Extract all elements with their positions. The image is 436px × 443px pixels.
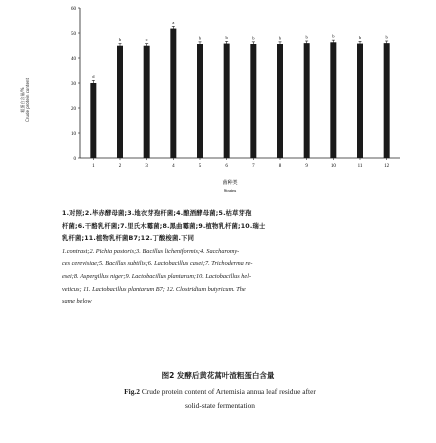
- y-axis-label: [14, 45, 36, 155]
- x-tick-label: 9: [305, 164, 308, 169]
- bar-chart: [0, 0, 436, 200]
- caption-en-line: esei;8. Aspergillus niger;9. Lactobacillus plantarum;10. Lactobacillus hel-: [62, 272, 252, 280]
- x-tick-label: 1: [92, 164, 95, 169]
- significance-letter: d: [92, 73, 95, 79]
- x-axis-label-cn: 菌种类: [222, 180, 238, 186]
- y-tick-label: 40: [71, 56, 76, 62]
- x-tick-label: 3: [145, 164, 148, 169]
- y-tick-label: 50: [71, 31, 76, 37]
- bar: [384, 43, 390, 158]
- figure-title-en: [60, 385, 380, 413]
- x-tick-label: 8: [278, 164, 282, 169]
- bar: [90, 83, 96, 158]
- bar: [170, 29, 176, 158]
- bar: [224, 44, 230, 158]
- bar: [304, 43, 310, 158]
- y-tick-label: 60: [71, 6, 76, 12]
- caption-en-line: ces cerevisiae;5. Bacillus subtilis;6. Lactobacillus casei;7. Trichoderma re-: [62, 260, 253, 268]
- caption-en-line: 1.contrast;2. Pichia pastoris;3. Bacillus licheniformis;4. Saccharomy-: [62, 247, 240, 255]
- y-tick-labels: [71, 7, 80, 162]
- bar: [277, 44, 283, 158]
- bar: [357, 44, 363, 158]
- significance-letter: b: [225, 34, 228, 40]
- significance-letter: b: [118, 37, 122, 43]
- x-tick-label: 5: [198, 164, 202, 169]
- x-axis-label-en: Strains: [223, 188, 237, 193]
- x-tick-label: 4: [172, 164, 175, 169]
- significance-letter: b: [385, 34, 388, 40]
- bar: [144, 46, 150, 158]
- bar: [197, 44, 203, 158]
- y-tick-label: 30: [71, 81, 76, 87]
- significance-letter: c: [145, 37, 148, 43]
- significance-letters: [92, 20, 388, 79]
- y-axis-label-cn: 粗蛋白含量/%: [20, 87, 25, 113]
- chart-bars: [90, 29, 389, 158]
- bar: [250, 44, 256, 158]
- significance-letter: a: [172, 19, 175, 25]
- x-tick-labels: [92, 158, 390, 169]
- x-tick-label: 7: [252, 164, 255, 169]
- caption-en-line: same below: [62, 298, 92, 306]
- significance-letter: b: [305, 34, 308, 40]
- bar: [117, 46, 123, 158]
- significance-letter: b: [332, 33, 335, 39]
- caption-cn-line: 乳杆菌;11.植物乳杆菌B7;12.丁酸梭菌.下同: [62, 235, 195, 243]
- figure-number: Fig.2: [124, 387, 140, 396]
- bar: [330, 42, 336, 158]
- figure-title-en-line2: solid-state fermentation: [185, 401, 255, 410]
- chart-axes: [80, 8, 400, 158]
- x-tick-label: 11: [357, 164, 363, 169]
- figure-title-en-line1: Crude protein content of Artemisia annua leaf residue after: [141, 387, 316, 396]
- x-tick-label: 6: [225, 164, 228, 169]
- significance-letter: b: [278, 35, 282, 41]
- significance-letter: b: [358, 34, 362, 40]
- significance-letter: b: [252, 35, 255, 41]
- x-tick-label: 12: [384, 164, 390, 169]
- y-tick-label: 10: [71, 131, 76, 137]
- x-tick-label: 10: [330, 164, 336, 169]
- significance-letter: b: [198, 35, 202, 41]
- y-axis-label-en: Crude protein content: [25, 77, 30, 123]
- caption-cn-line: 1.对照;2.毕赤酵母菌;3.地衣芽孢杆菌;4.酿酒酵母菌;5.枯草芽孢: [62, 210, 252, 217]
- x-tick-label: 2: [118, 164, 122, 169]
- error-bars: [92, 26, 388, 85]
- figure-title-cn: 图2 发酵后黄花蒿叶渣粗蛋白含量: [161, 371, 275, 380]
- figure-legend-text: [62, 208, 382, 309]
- y-tick-label: 0: [73, 156, 76, 162]
- caption-cn-line: 杆菌;6.干酪乳杆菌;7.里氏木霉菌;8.黑曲霉菌;9.植物乳杆菌;10.瑞士: [62, 222, 266, 230]
- caption-en-line: veticus; 11. Lactobacillus plantarum B7; 12. Clostridium butyricum. The: [62, 285, 246, 293]
- y-tick-label: 20: [71, 106, 76, 112]
